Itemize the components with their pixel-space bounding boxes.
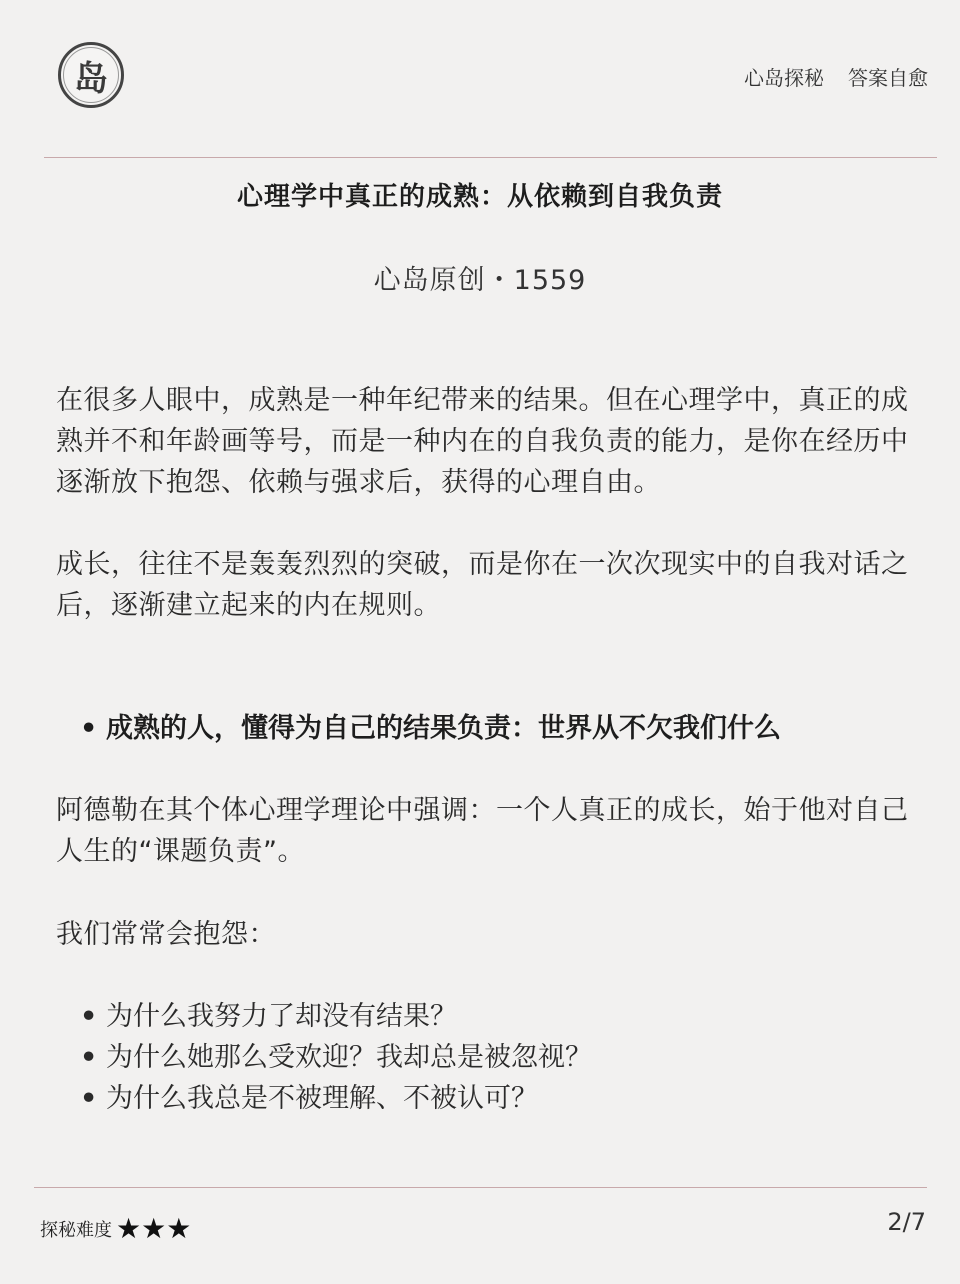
section-paragraph-1: 阿德勒在其个体心理学理论中强调：一个人真正的成长，始于他对自己人生的“课题负责”。 — [56, 795, 909, 867]
list-item — [80, 996, 940, 1037]
intro-paragraph-2: 成长，往往不是轰轰烈烈的突破，而是你在一次次现实中的自我对话之后，逐渐建立起来的内在规则。 — [56, 549, 909, 621]
star-icon: ★★★ — [116, 1212, 192, 1245]
question-text: 为什么我总是不被理解、不被认可？ — [106, 1083, 538, 1114]
header-nav — [744, 62, 928, 91]
difficulty-rating — [40, 1212, 192, 1245]
bullet-icon: • — [80, 1001, 98, 1032]
bullet-icon: • — [80, 1083, 98, 1114]
bottom-divider — [34, 1187, 927, 1188]
bullet-icon: • — [80, 1042, 98, 1073]
top-divider — [44, 157, 937, 158]
nav-item-explore: 心岛探秘 — [744, 66, 824, 90]
section-paragraph-2: 我们常常会抱怨： — [56, 919, 276, 950]
question-text: 为什么我努力了却没有结果？ — [106, 1001, 457, 1032]
intro-paragraph-1: 在很多人眼中，成熟是一种年纪带来的结果。但在心理学中，真正的成熟并不和年龄画等号，而是一种内在的自我负责的能力，是你在经历中逐渐放下抱怨、依赖与强求后，获得的心理自由。 — [56, 385, 909, 498]
article-byline: 心岛原创・1559 — [373, 265, 587, 296]
list-item — [80, 1037, 940, 1078]
bullet-icon: • — [80, 713, 98, 744]
section-heading-text: 成熟的人，懂得为自己的结果负责：世界从不欠我们什么 — [106, 713, 781, 744]
brand-logo — [58, 42, 124, 108]
question-list — [80, 996, 940, 1119]
page-indicator: 2/7 — [887, 1208, 926, 1236]
nav-item-answer: 答案自愈 — [848, 66, 928, 90]
section-heading — [80, 708, 940, 749]
article-title: 心理学中真正的成熟：从依赖到自我负责 — [236, 182, 723, 212]
brand-logo-mark: 岛 — [63, 47, 119, 103]
list-item — [80, 1078, 940, 1119]
question-text: 为什么她那么受欢迎？我却总是被忽视？ — [106, 1042, 592, 1073]
difficulty-label: 探秘难度 — [40, 1220, 112, 1241]
